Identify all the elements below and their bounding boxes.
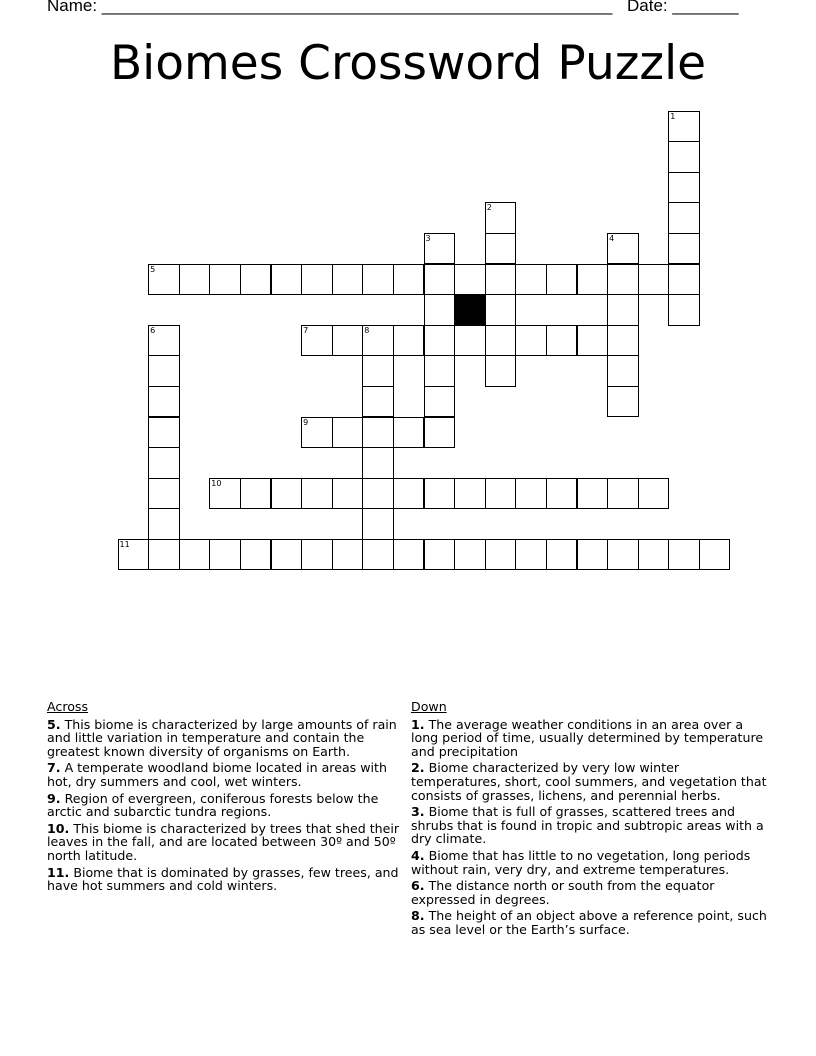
down-clue <box>411 761 767 802</box>
across-clue-text: Region of evergreen, coniferous forests below the arctic and subarctic tundra regions. <box>47 790 379 820</box>
down-clue <box>411 718 767 759</box>
grid-cell[interactable] <box>577 325 609 357</box>
grid-cell[interactable] <box>240 539 272 571</box>
grid-cell[interactable] <box>699 539 731 571</box>
grid-cell[interactable] <box>362 355 394 387</box>
grid-cell[interactable] <box>209 264 241 296</box>
grid-cell[interactable] <box>577 539 609 571</box>
clue-number-5: 5 <box>150 264 156 274</box>
clue-number-6: 6 <box>150 325 156 335</box>
grid-cell[interactable] <box>485 325 517 357</box>
grid-cell[interactable] <box>668 264 700 296</box>
across-clue-text: A temperate woodland biome located in areas with hot, dry summers and cool, wet winters. <box>47 760 387 789</box>
grid-cell[interactable] <box>148 386 180 418</box>
across-clue <box>47 792 403 819</box>
grid-cell[interactable] <box>362 539 394 571</box>
across-clue-number: 11. <box>47 864 70 880</box>
grid-cell[interactable] <box>148 447 180 479</box>
grid-cell[interactable] <box>607 478 639 510</box>
across-clue-number: 10. <box>47 820 70 836</box>
grid-cell[interactable] <box>362 264 394 296</box>
grid-cell[interactable] <box>515 325 547 357</box>
clue-number-10: 10 <box>211 478 222 488</box>
down-clue-text: The average weather conditions in an area over a long period of time, usually determined by temperature and precipitation <box>411 716 764 759</box>
grid-cell[interactable] <box>485 264 517 296</box>
clue-number-9: 9 <box>303 417 309 427</box>
grid-cell[interactable] <box>607 264 639 296</box>
grid-cell[interactable] <box>607 539 639 571</box>
date-field-label: Date: _______ <box>627 0 739 15</box>
grid-cell[interactable] <box>485 233 517 265</box>
grid-cell[interactable] <box>485 294 517 326</box>
grid-cell[interactable] <box>668 172 700 204</box>
down-clue-number: 4. <box>411 847 425 863</box>
grid-cell[interactable] <box>546 325 578 357</box>
grid-cell[interactable] <box>332 264 364 296</box>
grid-cell[interactable] <box>607 386 639 418</box>
grid-cell[interactable] <box>485 202 517 234</box>
grid-cell[interactable] <box>546 478 578 510</box>
down-heading: Down <box>411 699 447 714</box>
across-clue-text: This biome is characterized by large amounts of rain and little variation in temperature and contain the greatest known diversity of organisms on Earth. <box>47 716 397 759</box>
down-clue-number: 6. <box>411 878 425 894</box>
grid-cell[interactable] <box>393 264 425 296</box>
grid-cell[interactable] <box>332 325 364 357</box>
grid-cell[interactable] <box>424 355 456 387</box>
grid-cell[interactable] <box>607 355 639 387</box>
clue-number-8: 8 <box>364 325 370 335</box>
grid-cell[interactable] <box>668 539 700 571</box>
grid-cell[interactable] <box>546 264 578 296</box>
grid-cell[interactable] <box>424 539 456 571</box>
down-clue <box>411 805 767 846</box>
grid-cell[interactable] <box>668 202 700 234</box>
grid-cell[interactable] <box>485 539 517 571</box>
grid-cell[interactable] <box>424 264 456 296</box>
grid-cell[interactable] <box>638 264 670 296</box>
grid-cell[interactable] <box>668 294 700 326</box>
down-clue-number: 8. <box>411 908 425 924</box>
grid-cell[interactable] <box>301 417 333 449</box>
down-clue-text: The distance north or south from the equator expressed in degrees. <box>411 878 715 907</box>
clue-number-7: 7 <box>303 325 309 335</box>
across-clue <box>47 718 403 759</box>
across-clue <box>47 866 403 893</box>
down-clue <box>411 879 767 906</box>
grid-cell[interactable] <box>424 233 456 265</box>
down-clue-text: Biome that is full of grasses, scattered trees and shrubs that is found in tropic and subtropic areas with a dry climate. <box>411 804 764 847</box>
grid-cell[interactable] <box>393 539 425 571</box>
grid-cell[interactable] <box>332 417 364 449</box>
grid-cell[interactable] <box>454 478 486 510</box>
across-clue <box>47 761 403 788</box>
grid-cell[interactable] <box>424 294 456 326</box>
grid-cell[interactable] <box>393 325 425 357</box>
clue-number-4: 4 <box>609 233 615 243</box>
grid-cell[interactable] <box>271 478 303 510</box>
grid-cell[interactable] <box>546 539 578 571</box>
grid-cell[interactable] <box>362 417 394 449</box>
grid-cell[interactable] <box>424 325 456 357</box>
clue-number-2: 2 <box>486 203 492 213</box>
grid-cell[interactable] <box>362 325 394 357</box>
across-clue-number: 7. <box>47 760 61 776</box>
down-clues <box>411 700 767 940</box>
down-clue <box>411 909 767 936</box>
down-clue-text: Biome characterized by very low winter temperatures, short, cool summers, and vegetation that consists of grasses, lichens, and perennial herbs. <box>411 760 767 803</box>
grid-cell[interactable] <box>179 539 211 571</box>
grid-cell[interactable] <box>301 539 333 571</box>
across-heading: Across <box>47 699 89 714</box>
grid-cell[interactable] <box>638 539 670 571</box>
grid-cell[interactable] <box>179 264 211 296</box>
page-title: Biomes Crossword Puzzle <box>109 36 707 91</box>
grid-cell[interactable] <box>148 417 180 449</box>
grid-cell[interactable] <box>148 355 180 387</box>
grid-cell[interactable] <box>209 478 241 510</box>
grid-cell[interactable] <box>668 141 700 173</box>
grid-cell[interactable] <box>638 478 670 510</box>
grid-cell[interactable] <box>209 539 241 571</box>
grid-cell[interactable] <box>424 478 456 510</box>
grid-cell[interactable] <box>332 539 364 571</box>
grid-cell[interactable] <box>301 264 333 296</box>
grid-cell[interactable] <box>118 539 150 571</box>
grid-cell[interactable] <box>240 478 272 510</box>
grid-cell[interactable] <box>362 386 394 418</box>
grid-cell[interactable] <box>424 386 456 418</box>
grid-cell[interactable] <box>362 447 394 479</box>
grid-cell[interactable] <box>607 294 639 326</box>
grid-cell[interactable] <box>424 417 456 449</box>
across-clues <box>47 700 403 896</box>
down-clue-number: 3. <box>411 804 425 820</box>
grid-cell[interactable] <box>454 325 486 357</box>
across-clue-text: Biome that is dominated by grasses, few trees, and have hot summers and cold winters. <box>47 864 399 894</box>
grid-cell[interactable] <box>454 539 486 571</box>
grid-cell[interactable] <box>148 508 180 540</box>
across-clue <box>47 822 403 863</box>
down-clue-number: 2. <box>411 760 425 776</box>
grid-cell[interactable] <box>301 325 333 357</box>
grid-cell[interactable] <box>393 417 425 449</box>
grid-cell[interactable] <box>454 264 486 296</box>
grid-cell[interactable] <box>271 264 303 296</box>
clue-number-11: 11 <box>119 539 130 549</box>
grid-cell[interactable] <box>668 111 700 143</box>
grid-cell[interactable] <box>485 478 517 510</box>
name-field-label: Name: ______________________________________________________ <box>47 0 613 15</box>
grid-cell[interactable] <box>515 264 547 296</box>
grid-cell[interactable] <box>577 478 609 510</box>
grid-cell[interactable] <box>515 539 547 571</box>
grid-cell[interactable] <box>148 325 180 357</box>
down-clue <box>411 849 767 876</box>
grid-cell[interactable] <box>301 478 333 510</box>
down-clue-text: Biome that has little to no vegetation, long periods without rain, very dry, and extreme temperatures. <box>411 847 751 877</box>
grid-cell[interactable] <box>362 478 394 510</box>
down-clue-text: The height of an object above a reference point, such as sea level or the Earth’s surface. <box>411 908 767 937</box>
grid-cell[interactable] <box>607 233 639 265</box>
grid-cell[interactable] <box>607 325 639 357</box>
down-clue-number: 1. <box>411 716 425 732</box>
grid-cell[interactable] <box>148 264 180 296</box>
grid-cell[interactable] <box>148 539 180 571</box>
grid-cell[interactable] <box>332 478 364 510</box>
clue-number-1: 1 <box>670 111 676 121</box>
across-clue-number: 5. <box>47 716 61 732</box>
grid-cell[interactable] <box>148 478 180 510</box>
grid-cell[interactable] <box>668 233 700 265</box>
across-clue-number: 9. <box>47 790 61 806</box>
grid-cell[interactable] <box>577 264 609 296</box>
grid-cell[interactable] <box>240 264 272 296</box>
across-clue-text: This biome is characterized by trees that shed their leaves in the fall, and are located between 30º and 50º north latitude. <box>47 820 400 863</box>
grid-block-cell <box>454 294 486 326</box>
grid-cell[interactable] <box>485 355 517 387</box>
grid-cell[interactable] <box>515 478 547 510</box>
grid-cell[interactable] <box>362 508 394 540</box>
grid-cell[interactable] <box>393 478 425 510</box>
grid-cell[interactable] <box>271 539 303 571</box>
clue-number-3: 3 <box>425 233 431 243</box>
